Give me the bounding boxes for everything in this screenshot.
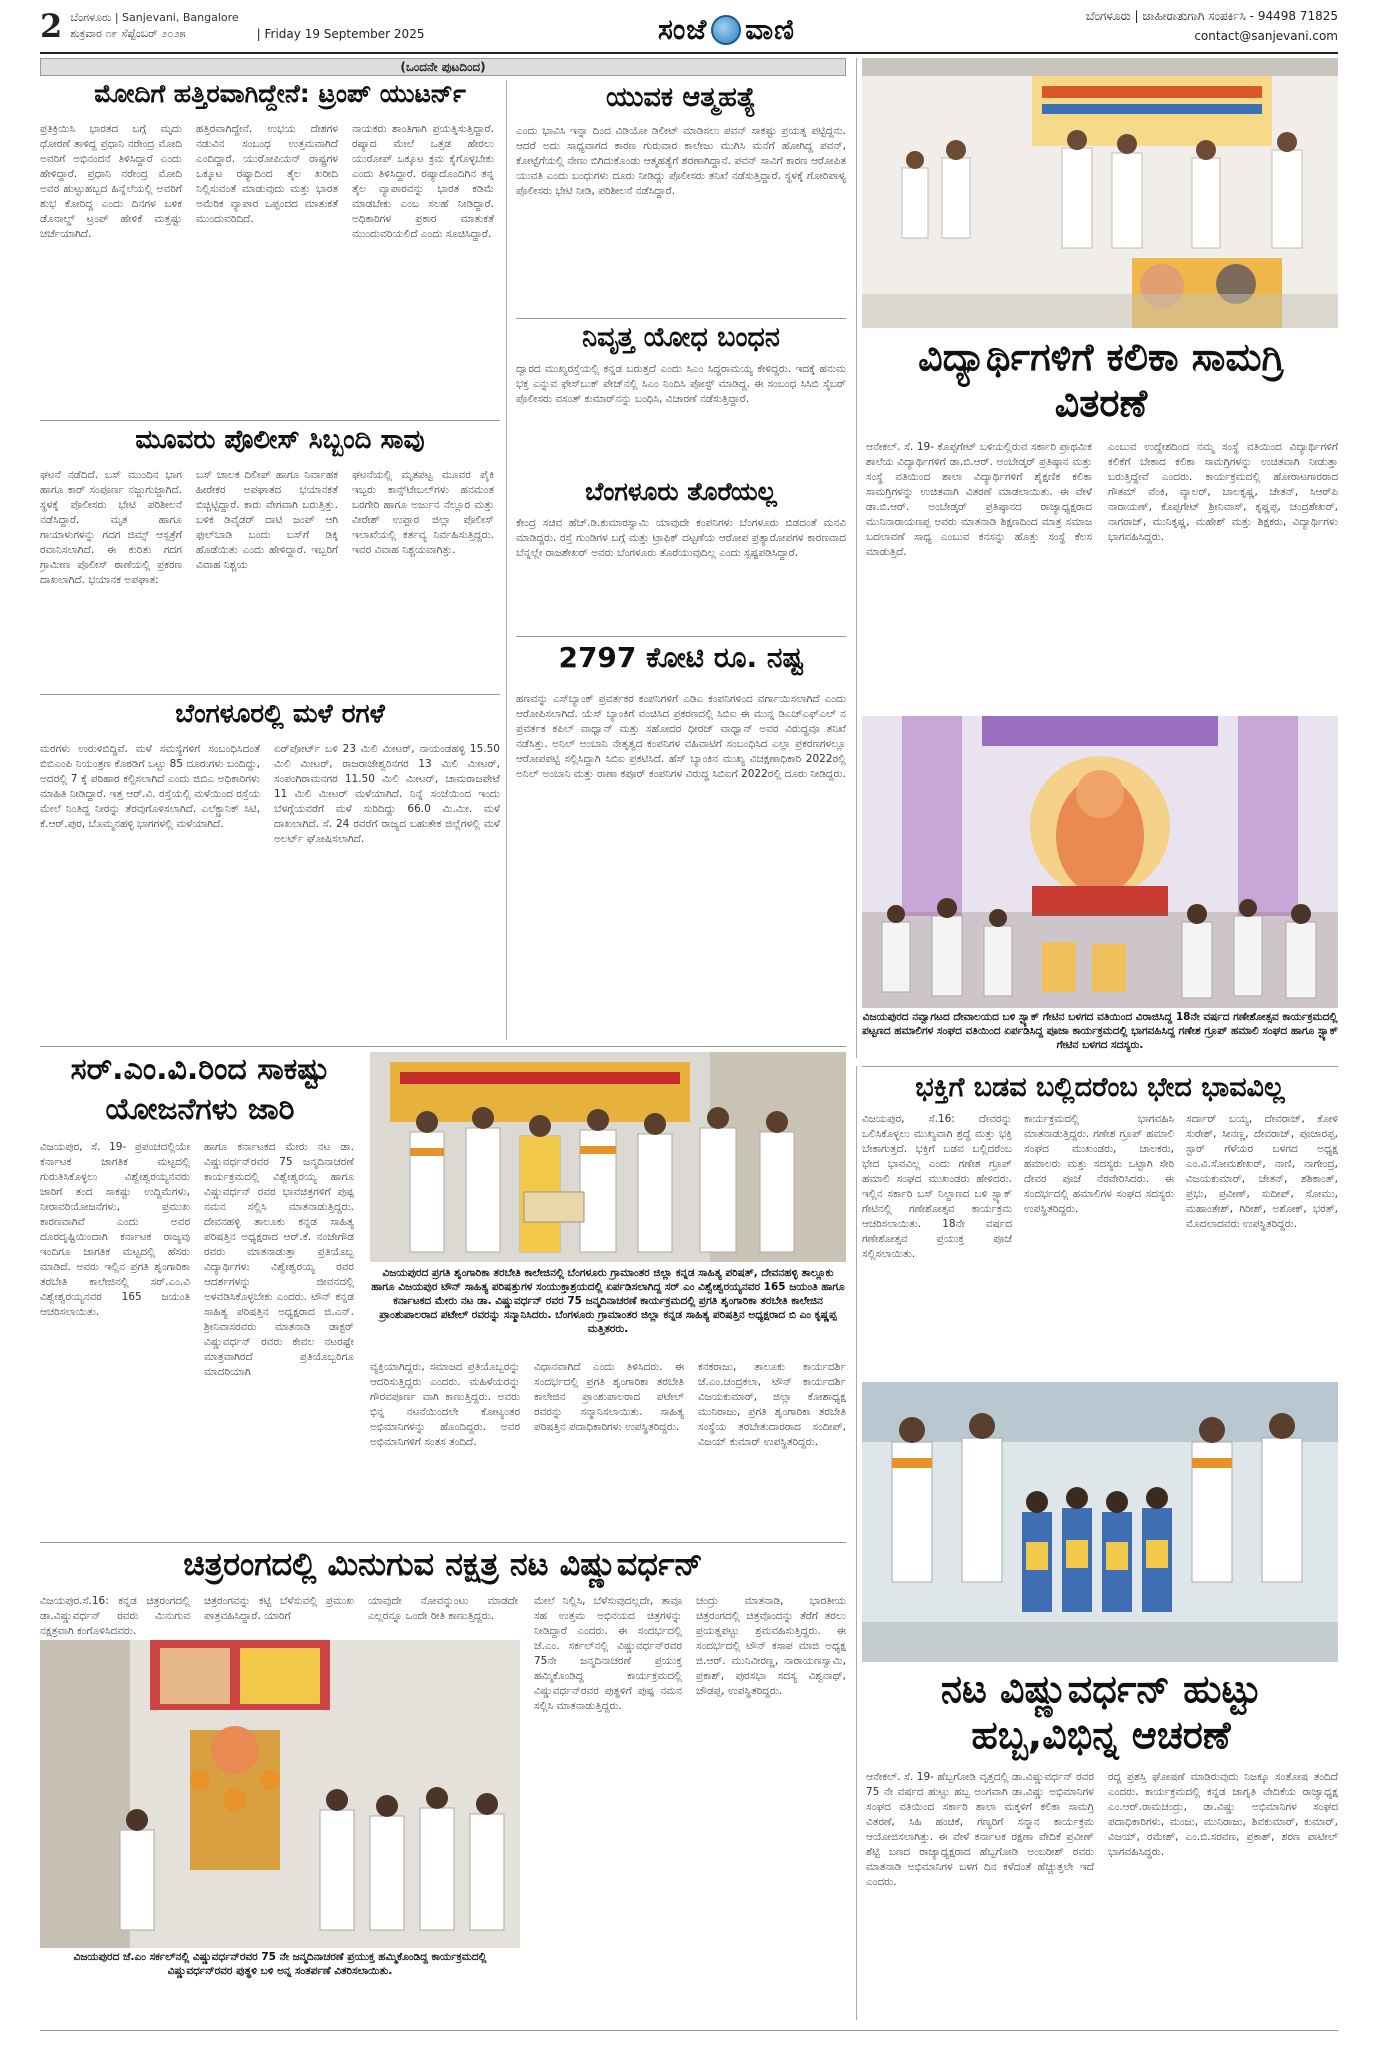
vishnu-col-4: ಮೇಲೆ ನಿಲ್ಲಿಸಿ, ಬೆಳೆಸುವುದಲ್ಲದೇ, ತಾವೂ ಸಹ ಉತ್ತಮ ಅಭಿನಯದ ಚಿತ್ರಗಳನ್ನು ನೀಡಿದ್ದಾರೆ ಎಂದರು. ಈ ಸಂದರ್ಭದಲ್ಲಿ ಜೆ.ಎಂ. ಸರ್ಕಲ್‌ನಲ್ಲಿ ವಿಷ್ಣುವರ್ಧನ್‌ರವರ 75ನೇ ಜನ್ಮದಿನಾಚರಣೆ ಪ್ರಯುಕ್ತ ಹಮ್ಮಿಕೊಂಡಿದ್ದ ಕಾರ್ಯಕ್ರಮದಲ್ಲಿ ವಿಷ್ಣುವರ್ಧನ್‌ರವರ ಪುತ್ಥಳಿಗೆ ಪುಷ್ಪ ನಮನ ಸಲ್ಲಿಸಿ ಮಾತನಾಡುತ್ತಿದ್ದರು. bbox=[534, 1595, 682, 1712]
column-rule bbox=[506, 80, 507, 1040]
headline-suicide: ಯುವಕ ಆತ್ಮಹತ್ಯೆ bbox=[605, 82, 757, 113]
soldier-body: ದ್ವಾರದ ಮುಖ್ಯರಸ್ತೆಯಲ್ಲಿ ಕನ್ನಡ ಬರುತ್ತದೆ ಎಂದು ಸಿಎಂ ಸಿದ್ದರಾಮಯ್ಯ ಕೇಳಿದ್ದರು. ಇದಕ್ಕೆ ಹನುಮ ಭಕ್ತ ಎನ್ನುವ ಫೇಸ್‌ಬುಕ್ ಪೇಜ್‌ನಲ್ಲಿ ಸಿಎಂ ನಿಂದಿಸಿ ಪೋಸ್ಟ್ ಮಾಡಿದ್ದ. ಈ ಸಂಬಂಧ ಸಿಸಿಬಿ ಸೈಬರ್ ಪೊಲೀಸರು ವಸಂತ್ ಕುಮಾರ್‌ನನ್ನು ಬಂಧಿಸಿ, ವಿಚಾರಣೆ ನಡೆಸುತ್ತಿದ್ದಾರೆ. bbox=[516, 363, 846, 405]
divider bbox=[40, 420, 500, 421]
caption-felicitation: ವಿಜಯಪುರದ ಪ್ರಗತಿ ಶೃಂಗಾರಿಕಾ ತರಬೇತಿ ಕಾಲೇಜಿನಲ್ಲಿ ಬೆಂಗಳೂರು ಗ್ರಾಮಾಂತರ ಜಿಲ್ಲಾ ಕನ್ನಡ ಸಾಹಿತ್ಯ ಪರಿಷತ್, ದೇವನಹಳ್ಳಿ ತಾಲ್ಲೂಕು ಹಾಗೂ ವಿಜಯಪುರ ಟೌನ್ ಸಾಹಿತ್ಯ ಪರಿಷತ್ತುಗಳ ಸಂಯುಕ್ತಾಶ್ರಯದಲ್ಲಿ ಏರ್ಪಡಿಸಲಾಗಿದ್ದ ಸರ್ ಎಂ ವಿಶ್ವೇಶ್ವರಯ್ಯನವರ 165 ಜಯಂತಿ ಹಾಗೂ ಕರ್ನಾಟಕದ ಮೇರು ನಟ ಡಾ. ವಿಷ್ಣುವರ್ಧನ್ ರವರ 75 ಜನ್ಮದಿನಾಚರಣೆ ಕಾರ್ಯಕ್ರಮದಲ್ಲಿ ಪ್ರಗತಿ ಶೃಂಗಾರಿಕಾ ತರಬೇತಿ ಕಾಲೇಜಿನ ಪ್ರಾಂಶುಪಾಲರಾದ ಪಟೇಲ್ ರವರನ್ನು ಸನ್ಮಾನಿಸಿದರು. ಬೆಂಗಳೂರು ಗ್ರಾಮಾಂತರ ಜಿಲ್ಲಾ ಕನ್ನಡ ಸಾಹಿತ್ಯ ಪರಿಷತ್ತಿನ ಅಧ್ಯಕ್ಷರಾದ ಬಿ ಎಂ ಕೃಷ್ಣಪ್ಪ ಮತ್ತಿತರರು. bbox=[371, 1267, 845, 1335]
bhakti-col-3: ಸರ್ದಾರ್ ಬಯ್ಯ, ದೇವರಾಜ್, ಕೋಳಿ ಸುರೇಶ್, ಸೀನಣ್ಣ, ದೇವರಾಜ್, ಪೂಜಾರಪ್ಪ, ಸ್ಟಾರ್ ಗೆಳೆಯರ ಬಳಗದ ಅಧ್ಯಕ್ಷ ಎಂ.ವಿ.ಸೋಮಶೇಖರ್, ನಾಣಿ, ನಾಗೇಂದ್ರ, ವಿಜಯಕುಮಾರ್, ಚೇತನ್, ಶಶಿಕಾಂತ್, ಪ್ರಭು, ಪ್ರವೀಣ್, ಸುದೀಪ್, ಸೋಮು, ಮಹಾಂತೇಶ್, ಗಿರೀಶ್, ಅಶೋಕ್, ಭರತ್, ಮೊದಲಾದವರು ಉಪಸ್ಥಿತರಿದ್ದರು. bbox=[1186, 1113, 1338, 1230]
headline-sir-mv: ಸರ್.ಎಂ.ವಿ.ರಿಂದ ಸಾಕಷ್ಟು ಯೋಜನೆಗಳು ಜಾರಿ bbox=[70, 1052, 330, 1127]
felicitation-illustration bbox=[370, 1052, 846, 1262]
divider bbox=[862, 1066, 1338, 1067]
bengaluru-body: ಕೇಂದ್ರ ಸಚಿವ ಹೆಚ್.ಡಿ.ಕುಮಾರಸ್ವಾಮಿ ಯಾವುದೇ ಕಂಪನಿಗಳು ಬೆಂಗಳೂರು ಬಿಡದಂತೆ ಮನವಿ ಮಾಡಿದ್ದರು. ರಸ್ತೆ ಗುಂಡಿಗಳ ಬಗ್ಗೆ ಮತ್ತು ಟ್ರಾಫಿಕ್ ದಟ್ಟಣೆಯ ಆರೋಪ ಪ್ರತ್ಯಾರೋಪಗಳ ಕಾರಣವಾದ ಬೆನ್ನಲ್ಲೇ ರಾಜಶೇಖರ್ ಅವರು ಬೆಂಗಳೂರು ತೊರೆಯುವುದಿಲ್ಲ ಎಂದು ಸ್ಪಷ್ಟಪಡಿಸಿದ್ದಾರೆ. bbox=[516, 517, 846, 559]
students-illustration bbox=[862, 1382, 1338, 1662]
headline-bhakti: ಭಕ್ತಿಗೆ ಬಡವ ಬಲ್ಲಿದರೆಂಬ ಭೇದ ಭಾವವಿಲ್ಲ bbox=[915, 1072, 1285, 1103]
masthead bbox=[658, 10, 795, 50]
edition-date-en: | Friday 19 September 2025 bbox=[256, 27, 425, 41]
globe-icon bbox=[711, 15, 741, 45]
sirmv-col-1: ವಿಜಯಪುರ, ಸೆ. 19- ಪ್ರಪಂಚದಲ್ಲಿಯೇ ಕರ್ನಾಟಕ ಜಾಗತಿಕ ಮಟ್ಟದಲ್ಲಿ ಗುರುತಿಸಿಕೊಳ್ಳಲು ವಿಶ್ವೇಶ್ವರಯ್ಯನವರು ಜಾರಿಗೆ ತಂದ ಸಾಕಷ್ಟು ಉದ್ದಿಮೆಗಳು, ನೀರಾವರಿಯೋಜನೆಗಳು, ಪ್ರಮುಖ ಕಾರಣವಾಗಿವೆ ಎಂದು ಅವರ ದೂರದೃಷ್ಟಿಯಿಂದಾಗಿ ಕರ್ನಾಟಕ ರಾಜ್ಯವು ಇಂದಿಗೂ ಜಾಗತಿಕ ಮಟ್ಟದಲ್ಲಿ ಹೆಸರು ಮಾಡಿದೆ. ಅವರು ಇಲ್ಲಿನ ಪ್ರಗತಿ ಶೃಂಗಾರಿಕಾ ತರಬೇತಿ ಕಾಲೇಜಿನಲ್ಲಿ ಸರ್.ಎಂ.ವಿ ವಿಶ್ವೇಶ್ವರಯ್ಯನವರ 165 ಜಯಂತಿ ಆಚರಿಸಲಾಯಿತು. bbox=[40, 1141, 190, 1318]
vishnu-col-5: ಚಂದ್ರು ಮಾತನಾಡಿ, ಭಾರತೀಯ ಚಿತ್ರರಂಗದಲ್ಲಿ ಚಿತ್ರವೊಂದನ್ನು ತೆರೆಗೆ ತರಲು ಪ್ರಯತ್ನಪಟ್ಟು ಶ್ರಮವಹಿಸುತ್ತಿದ್ದರು. ಈ ಸಂದರ್ಭದಲ್ಲಿ ಟೌನ್ ಕಸಾಪ ಮಾಜಿ ಅಧ್ಯಕ್ಷ ಜಿ.ಆರ್. ಮುನಿವೀರಣ್ಣ, ನಾರಾಯಣಸ್ವಾಮಿ, ಪ್ರಕಾಶ್, ಪುರಸಭಾ ಸದಸ್ಯ ವಿಶ್ವನಾಥ್, ಚೌಡಪ್ಪ, ಉಪಸ್ಥಿತರಿದ್ದರು. bbox=[696, 1595, 846, 1697]
sirmv-col-2: ಹಾಗೂ ಕರ್ನಾಟಕದ ಮೇರು ನಟ ಡಾ. ವಿಷ್ಣುವರ್ಧನ್‌ರವರ 75 ಜನ್ಮದಿನಾಚರಣೆ ಕಾರ್ಯಕ್ರಮದಲ್ಲಿ ವಿಶ್ವೇಶ್ವರಯ್ಯ ಹಾಗೂ ವಿಷ್ಣುವರ್ಧನ್ ರವರ ಭಾವಚಿತ್ರಗಳಿಗೆ ಪುಷ್ಪ ನಮನ ಸಲ್ಲಿಸಿ ಮಾತನಾಡುತ್ತಿದ್ದರು. ದೇವನಹಳ್ಳಿ ತಾಲೂಕು ಕನ್ನಡ ಸಾಹಿತ್ಯ ಪರಿಷತ್ತಿನ ಅಧ್ಯಕ್ಷರಾದ ಆರ್.ಕೆ. ನಂಜೇಗೌಡ ರವರು ಮಾತನಾಡುತ್ತಾ ಪ್ರತಿಯೊಬ್ಬ ವಿದ್ಯಾರ್ಥಿಗಳು ವಿಶ್ವೇಶ್ವರಯ್ಯ ರವರ ಆದರ್ಶಗಳನ್ನು ಜೀವನದಲ್ಲಿ ಅಳವಡಿಸಿಕೊಳ್ಳಬೇಕು ಎಂದರು. ಟೌನ್ ಕನ್ನಡ ಸಾಹಿತ್ಯ ಪರಿಷತ್ತಿನ ಅಧ್ಯಕ್ಷರಾದ ಜಿ.ಎನ್. ಶ್ರೀನಿವಾಸರವರು ಮಾತನಾಡಿ ಡಾಕ್ಟರ್ ವಿಷ್ಣುವರ್ಧನ್ ರವರು ಕೇವಲ ನಟರಷ್ಟೇ ಮಾತ್ರವಾಗಿರದೆ ಪ್ರತಿಯೊಬ್ಬರಿಗೂ ಮಾದರಿಯಾಗಿ bbox=[204, 1141, 354, 1378]
headline-police: ಮೂವರು ಪೊಲೀಸ್ ಸಿಬ್ಬಂದಿ ಸಾವು bbox=[135, 425, 425, 455]
ad-contact: ಬೆಂಗಳೂರು | ಜಾಹೀರಾತುಗಾಗಿ ಸಂಪರ್ಕಿಸಿ - 94498 71825 bbox=[1085, 9, 1338, 23]
bhakti-col-2: ಕಾರ್ಯಕ್ರಮದಲ್ಲಿ ಭಾಗವಹಿಸಿ ಮಾತನಾಡುತ್ತಿದ್ದರು. ಗಣೇಶ ಗ್ರೂಪ್ ಹಮಾಲಿ ಸಂಘದ ಮುಖಂಡರು, ಚಾಲಕರು, ಹಮಾಲರು ಮತ್ತು ಸದಸ್ಯರು ಒಟ್ಟಾಗಿ ಸೇರಿ ದೇವರ ಪೂಜೆ ನೆರವೇರಿಸಿದರು. ಈ ಸಂದರ್ಭದಲ್ಲಿ ಹಮಾಲಿಗಳ ಸಂಘದ ಸದಸ್ಯರು ಉಪಸ್ಥಿತರಿದ್ದರು. bbox=[1024, 1113, 1174, 1215]
sirmv-col-5: ಕನಕರಾಜು, ತಾಲೂಕು ಕಾರ್ಯದರ್ಶಿ ಜೆ.ಎಂ.ಚಂದ್ರಕಲಾ, ಟೌನ್ ಕಾರ್ಯದರ್ಶಿ ವಿಜಯಕುಮಾರ್, ಜಿಲ್ಲಾ ಕೋಶಾಧ್ಯಕ್ಷ ಮುನಿರಾಜು, ಪ್ರಗತಿ ಶೃಂಗಾರಿಕಾ ತರಬೇತಿ ಸಂಸ್ಥೆಯ ತರಬೇತುದಾರರಾದ ಸಂದೀಪ್, ವಿಜಯ್ ಕುಮಾರ್ ಉಪಸ್ಥಿತರಿದ್ದರು. bbox=[698, 1361, 846, 1448]
trump-col-3: ನಾಯಕರು ಶಾಂತಿಗಾಗಿ ಪ್ರಯತ್ನಿಸುತ್ತಿದ್ದಾರೆ. ರಷ್ಯಾದ ಮೇಲೆ ಒತ್ತಡ ಹೇರಲು ಯುರೋಪ್ ಒಕ್ಕೂಟ ಕ್ರಮ ಕೈಗೊಳ್ಳಬೇಕು ಎಂದು ತಿಳಿಸಿದ್ದಾರೆ. ರಷ್ಯಾದೊಂದಿಗಿನ ತನ್ನ ತೈಲ ವ್ಯಾಪಾರವನ್ನು ಭಾರತ ಕಡಿಮೆ ಮಾಡಬೇಕು ಎಂಬ ಸಲಹೆ ನೀಡಿದ್ದಾರೆ. ಅಧಿಕಾರಿಗಳ ಪ್ರಕಾರ ಮಾತುಕತೆ ಮುಂದುವರಿಯಲಿದೆ ಎಂದು ಸೂಚಿಸಿದ್ದಾರೆ. bbox=[352, 123, 494, 240]
birthday-col-2: ರದ್ದ ಪ್ರಶಸ್ತಿ ಘೋಷಣೆ ಮಾಡಿರುವುದು ನಿಜಕ್ಕೂ ಸಂತೋಷ ತಂದಿದೆ ಎಂದರು. ಕಾರ್ಯಕ್ರಮದಲ್ಲಿ ಕನ್ನಡ ಜಾಗೃತಿ ವೇದಿಕೆಯ ರಾಜ್ಯಾಧ್ಯಕ್ಷ ಎಂ.ಆರ್.ರಾಮಚಂದ್ರು, ಡಾ.ವಿಷ್ಣು ಅಭಿಮಾನಿಗಳ ಸಂಘದ ಪದಾಧಿಕಾರಿಗಳು, ಮಂಜು, ಮುನಿರಾಜು, ಶಿವಕುಮಾರ್, ಕುಮಾರ್, ವಿಜಯ್, ರಮೇಶ್, ಎಂ.ಬಿ.ಸರವಣ, ಪ್ರಕಾಶ್, ಶರಣ ಪಾಟೀಲ್ ಭಾಗವಹಿಸಿದ್ದರು. bbox=[1108, 1771, 1338, 1858]
edition-date-kn: ಶುಕ್ರವಾರ ೧೯ ಸೆಪ್ಟೆಂಬರ್ ೨೦೨೫ bbox=[70, 27, 186, 40]
divider bbox=[40, 1046, 846, 1047]
trump-col-2: ಹತ್ತಿರವಾಗಿದ್ದೇನೆ. ಉಭಯ ದೇಶಗಳ ನಡುವಿನ ಸಂಬಂಧ ಉತ್ತಮವಾಗಿದೆ ಎಂದಿದ್ದಾರೆ. ಯುರೋಪಿಯನ್ ರಾಷ್ಟ್ರಗಳ ಒಕ್ಕೂಟ ರಷ್ಯಾದಿಂದ ತೈಲ ಖರೀದಿ ನಿಲ್ಲಿಸುವಂತೆ ಮಾಡುವುದು ಮತ್ತು ಭಾರತ ಅಮೆರಿಕ ವ್ಯಾಪಾರ ಒಪ್ಪಂದದ ಮಾತುಕತೆ ಮುಂದುವರಿದಿದೆ. bbox=[196, 123, 338, 225]
divider bbox=[516, 318, 846, 319]
page-header-right bbox=[1086, 6, 1338, 46]
headline-bengaluru: ಬೆಂಗಳೂರು ತೊರೆಯಲ್ಲ bbox=[585, 477, 777, 506]
header-rule bbox=[40, 52, 1338, 54]
school-col-2: ಎಂಬುವ ಉದ್ದೇಶದಿಂದ ನಮ್ಮ ಸಂಸ್ಥೆ ವತಿಯಿಂದ ವಿದ್ಯಾರ್ಥಿಗಳಿಗೆ ಕಲಿಕೆಗೆ ಬೇಕಾದ ಕಲಿಕಾ ಸಾಮಗ್ರಿಗಳನ್ನು ಉಚಿತವಾಗಿ ನೀಡುತ್ತಾ ಬರುತ್ತಿದ್ದೇವೆ ಎಂದರು. ಕಾರ್ಯಕ್ರಮದಲ್ಲಿ ಹೋರಾಟಗಾರರಾದ ಗೌತಮ್ ವೆಂಕಿ, ವ್ಯಾಲರ್, ಬಾಲಕೃಷ್ಣ, ಚೇತನ್, ಸಿಆರ್‌ಪಿ ನಾರಾಯಣ್, ಕೊಪ್ಪಗೇಟ್ ಶ್ರೀನಿವಾಸ್, ಕೃಷ್ಣಪ್ಪ, ಚಂದ್ರಶೇಖರ್, ನಾಗರಾಜ್, ಮುನಿಕೃಷ್ಣ, ಮಹೇಶ್ ಮತ್ತು ಶಿಕ್ಷಕರು, ವಿದ್ಯಾರ್ಥಿಗಳು ಭಾಗವಹಿಸಿದ್ದರು. bbox=[1108, 441, 1338, 543]
birthday-col-1: ಆನೇಕಲ್. ಸೆ. 19- ಹೆಬ್ಬಗೋಡಿ ವೃತ್ತದಲ್ಲಿ ಡಾ.ವಿಷ್ಣುವರ್ಧನ್ ರವರ 75 ನೇ ವರ್ಷದ ಹುಟ್ಟು ಹಬ್ಬ ಅಂಗವಾಗಿ ಡಾ.ವಿಷ್ಣು ಅಭಿಮಾನಿಗಳ ಸಂಘದ ವತಿಯಿಂದ ಸರ್ಕಾರಿ ಶಾಲಾ ಮಕ್ಕಳಿಗೆ ಕಲಿಕಾ ಸಾಮಗ್ರಿ ವಿತರಣೆ, ಸಿಹಿ ಹಂಚಿಕೆ, ಗಣ್ಯರಿಗೆ ಸನ್ಮಾನ ಕಾರ್ಯಕ್ರಮ ಆಯೋಜಿಸಲಾಗಿತ್ತು. ಈ ವೇಳೆ ಕರ್ನಾಟಕ ರಕ್ಷಣಾ ವೇದಿಕೆ ಪ್ರವೀಣ್ ಶೆಟ್ಟಿ ಬಣದ ರಾಜ್ಯಾಧ್ಯಕ್ಷರಾದ ಹೆಬ್ಬಗೋಡಿ ಅಂಬರೀಶ್ ರವರು ಮಾತನಾಡಿ ಅಭಿಮಾನಿಗಳ ಬಳಗ ದಿನ ಕಳೆದಂತೆ ಹೆಚ್ಚುತ್ತಲೇ ಇದೆ ಎಂದರು. bbox=[866, 1771, 1094, 1888]
masthead-right: ವಾಣಿ bbox=[745, 13, 795, 46]
headline-rain: ಬೆಂಗಳೂರಲ್ಲಿ ಮಳೆ ರಗಳೆ bbox=[175, 699, 385, 729]
headline-school-supplies: ವಿದ್ಯಾರ್ಥಿಗಳಿಗೆ ಕಲಿಕಾ ಸಾಮಗ್ರಿ ವಿತರಣೆ bbox=[918, 335, 1284, 425]
school-col-1: ಆನೇಕಲ್. ಸೆ. 19- ಕೊಪ್ಪಗೇಟ್ ಬಳಿಯಲ್ಲಿರುವ ಸರ್ಕಾರಿ ಪ್ರಾಥಮಿಕ ಶಾಲೆಯ ವಿದ್ಯಾರ್ಥಿಗಳಿಗೆ ಡಾ.ಬಿ.ಆರ್. ಅಂಬೇಡ್ಕರ್ ಪ್ರತಿಷ್ಠಾನ ಮತ್ತು ಸಂಸ್ಥೆ ವತಿಯಿಂದ ಶಾಲಾ ವಿದ್ಯಾರ್ಥಿಗಳಿಗೆ ಶೈಕ್ಷಣಿಕ ಕಲಿಕಾ ಸಾಮಗ್ರಿಗಳನ್ನು ಉಚಿತವಾಗಿ ವಿತರಣೆ ಮಾಡಲಾಯಿತು. ಈ ವೇಳೆ ಡಾ.ಬಿ.ಆರ್. ಅಂಬೇಡ್ಕರ್ ಪ್ರತಿಷ್ಠಾನದ ರಾಜ್ಯಾಧ್ಯಕ್ಷರಾದ ಮುನಿನಾರಾಯಣಪ್ಪ ಅವರು ಮಾತನಾಡಿ ಶಿಕ್ಷಣದಿಂದ ಮಾತ್ರ ಸಮಾಜ ಬದಲಾವಣೆ ಸಾಧ್ಯ ಎಂಬುವ ಕನಸನ್ನು ಹೊತ್ತು ಸಂಸ್ಥೆ ಕೆಲಸ ಮಾಡುತ್ತಿದೆ. bbox=[866, 441, 1092, 558]
photo-felicitation bbox=[370, 1052, 846, 1262]
statue-illustration bbox=[40, 1640, 520, 1948]
column-rule bbox=[856, 1066, 857, 2020]
page-header-left bbox=[40, 7, 425, 50]
headline-trump: ಮೋದಿಗೆ ಹತ್ತಿರವಾಗಿದ್ದೇನೆ: ಟ್ರಂಪ್ ಯುಟರ್ನ್ bbox=[94, 79, 466, 108]
contact-email[interactable]: contact@sanjevani.com bbox=[1194, 29, 1338, 43]
sirmv-col-3: ವ್ಯಕ್ತಿಯಾಗಿದ್ದರು, ಸಮಾಜದ ಪ್ರತಿಯೊಬ್ಬರನ್ನು ಆದರಿಸುತ್ತಿದ್ದರು ಎಂದರು. ಮಹಿಳೆಯರನ್ನು ಗೌರವಪೂರ್ಣ ವಾಗಿ ಕಾಣುತ್ತಿದ್ದರು. ಅವರು ಭಿನ್ನ ನಟನೆಯಿಂದಲೇ ಕೋಟ್ಯಂತರ ಅಭಿಮಾನಿಗಳನ್ನು ಹೊಂದಿದ್ದರು. ಅವರ ಅಭಿಮಾನಿಗಳಿಗೆ ಸಂತಸ ತಂದಿದೆ. bbox=[370, 1361, 520, 1448]
divider bbox=[516, 636, 846, 637]
rain-col-2: ಏರ್‌ಪೋರ್ಟ್ ಬಳಿ 23 ಮಿಲಿ ಮೀಟರ್, ನಾಯಂಡಹಳ್ಳಿ 15.50 ಮಿಲಿ ಮೀಟರ್, ರಾಜರಾಜೇಶ್ವರಿನಗರ 13 ಮಿಲಿ ಮೀಟರ್, ಸಂಪಂಗಿರಾಮನಗರ 11.50 ಮಿಲಿ ಮೀಟರ್, ಚಾಮರಾಜಪೇಟೆ 11 ಮಿಲಿ ಮೀಟರ್ ಮಳೆಯಾಗಿದೆ. ನಿನ್ನೆ ಸಂಜೆಯಿಂದ ಇಂದು ಬೆಳಗ್ಗೆಯವರೆಗೆ ಮಳೆ ಸುರಿದಿದ್ದು 66.0 ಮಿ.ಮೀ. ಮಳೆ ದಾಖಲಾಗಿದೆ. ಸೆ. 24 ರವರೆಗೆ ರಾಜ್ಯದ ಬಹುತೇಕ ಜಿಲ್ಲೆಗಳಲ್ಲಿ ಮಳೆ ಅಲರ್ಟ್ ಘೋಷಿಸಲಾಗಿದೆ. bbox=[274, 743, 500, 845]
masthead-left: ಸಂಜೆ bbox=[658, 13, 708, 46]
rain-col-1: ಮರಗಳು ಉರುಳಿಬಿದ್ದಿವೆ. ಮಳೆ ಸಮಸ್ಯೆಗಳಿಗೆ ಸಂಬಂಧಿಸಿದಂತೆ ಬಿಬಿಎಂಪಿ ನಿಯಂತ್ರಣ ಕೊಠಡಿಗೆ ಒಟ್ಟು 85 ದೂರುಗಳು ಬಂದಿದ್ದು, ಅದರಲ್ಲಿ 7 ಕ್ಕೆ ಪರಿಹಾರ ಕಲ್ಪಿಸಲಾಗಿದೆ ಎಂದು ಜಿಬಿಎ ಅಧಿಕಾರಿಗಳು ಮಾಹಿತಿ ನೀಡಿದ್ದಾರೆ. ಇತ್ತ ಆರ್.ವಿ. ರಸ್ತೆಯಲ್ಲಿ ಮಳೆಯಿಂದ ರಸ್ತೆಯ ಮೇಲೆ ನಿಂತಿದ್ದ ನೀರನ್ನು ತೆರವುಗೊಳಿಸಲಾಗಿದೆ. ಎಲೆಕ್ಟ್ರಾನಿಕ್ ಸಿಟಿ, ಕೆ.ಆರ್.ಪುರ, ಬೊಮ್ಮನಹಳ್ಳಿ ಭಾಗಗಳಲ್ಲಿ ಮಳೆಯಾಗಿದೆ. bbox=[40, 743, 260, 830]
police-col-1: ಘಟನೆ ನಡೆದಿದೆ. ಬಸ್ ಮುಂದಿನ ಭಾಗ ಹಾಗೂ ಕಾರ್ ಸಂಪೂರ್ಣ ನಜ್ಜುಗುಜ್ಜಾಗಿದೆ. ಸ್ಥಳಕ್ಕೆ ಪೊಲೀಸರು ಭೇಟಿ ಪರಿಶೀಲನೆ ನಡೆಸಿದ್ದಾರೆ. ಮೃತ ಹಾಗೂ ಗಾಯಾಳುಗಳನ್ನು ಗದಗ ಜಿಮ್ಸ್ ಆಸ್ಪತ್ರೆಗೆ ರವಾನಿಸಲಾಗಿದೆ. ಈ ಕುರಿತು ಗದಗ ಗ್ರಾಮೀಣ ಪೊಲೀಸ್ ಠಾಣೆಯಲ್ಲಿ ಪ್ರಕರಣ ದಾಖಲಾಗಿದೆ. ಭಯಾನಕ ಅಪಘಾತ: bbox=[40, 469, 182, 586]
column-rule bbox=[856, 58, 857, 1058]
police-col-2: ಬಸ್ ಚಾಲಕ ದಿಲೀಪ್ ಹಾಗೂ ನಿರ್ವಾಹಕ ಹೀರೇಕರ ಅಪಘಾತದ ಭಯಾನಕತೆ ಬಿಚ್ಚಿಟ್ಟಿದ್ದಾರೆ. ಕಾರು ವೇಗವಾಗಿ ಬರುತ್ತಿತ್ತು. ಬಳಿಕ ಡಿವೈಡರ್ ದಾಟಿ ಜಂಪ್ ಆಗಿ ಫುಲ್‌ಬಾಡಿ ಬಂದು ಬಸ್‌ಗೆ ಡಿಕ್ಕಿ ಹೊಡೆಯಿತು ಎಂದು ಹೇಳಿದ್ದಾರೆ. ಇಬ್ಬರಿಗೆ ವಿವಾಹ ನಿಶ್ಚಯ bbox=[196, 469, 338, 571]
edition-line: ಬೆಂಗಳೂರು | Sanjevani, Bangalore bbox=[70, 11, 239, 24]
sirmv-col-4: ವಿಧಾನವಾಗಿದೆ ಎಂದು ತಿಳಿಸಿದರು. ಈ ಸಂದರ್ಭದಲ್ಲಿ ಪ್ರಗತಿ ಶೃಂಗಾರಿಕಾ ತರಬೇತಿ ಕಾಲೇಜಿನ ಪ್ರಾಂಶುಪಾಲರಾದ ಪಟೇಲ್ ರವರನ್ನು ಸನ್ಮಾನಿಸಲಾಯಿತು. ಸಾಹಿತ್ಯ ಪರಿಷತ್ತಿನ ಪದಾಧಿಕಾರಿಗಳು ಉಪಸ್ಥಿತರಿದ್ದರು. bbox=[534, 1361, 684, 1433]
bhakti-col-1: ವಿಜಯಪುರ, ಸೆ.16: ದೇವರನ್ನು ಒಲಿಸಿಕೊಳ್ಳಲು ಮುಖ್ಯವಾಗಿ ಶ್ರದ್ಧೆ ಮತ್ತು ಭಕ್ತಿ ಬೇಕಾಗುತ್ತದೆ. ಭಕ್ತಿಗೆ ಬಡವ ಬಲ್ಲಿದರೆಂಬ ಭೇದ ಭಾವವಿಲ್ಲ ಎಂದು ಗಣೇಶ ಗ್ರೂಪ್ ಹಮಾಲಿ ಸಂಘದ ಮುಖಂಡರು ಹೇಳಿದರು. ಇಲ್ಲಿನ ಸರ್ಕಾರಿ ಬಸ್ ನಿಲ್ದಾಣದ ಬಳಿ ಸ್ಟ್ಯಾಕ್ ಗೇಟಿನಲ್ಲಿ ಗಣೇಶೋತ್ಸವ ಕಾರ್ಯಕ್ರಮ ಆಚರಿಸಲಾಯಿತು. 18ನೇ ವರ್ಷದ ಗಣೇಶೋತ್ಸವ ಪ್ರಯುಕ್ತ ಪೂಜೆ ಸಲ್ಲಿಸಲಾಯಿತು. bbox=[862, 1113, 1012, 1260]
photo-statue bbox=[40, 1640, 520, 1948]
divider bbox=[40, 1542, 846, 1543]
vishnu-col-2: ಚಿತ್ರರಂಗವನ್ನು ಕಟ್ಟಿ ಬೆಳೆಸುವಲ್ಲಿ ಪ್ರಮುಖ ಪಾತ್ರವಹಿಸಿದ್ದಾರೆ. ಯಾರಿಗೆ bbox=[204, 1595, 354, 1622]
photo-students bbox=[862, 1382, 1338, 1662]
continued-band: (ಒಂದನೇ ಪುಟದಿಂದ) bbox=[40, 58, 846, 76]
police-col-3: ಘಟನೆಯಲ್ಲಿ ಮೃತಪಟ್ಟ ಮೂವರ ಪೈಕಿ ಇಬ್ಬರು ಕಾನ್ಸ್‌ಟೇಬಲ್‌ಗಳು ಹನಮಂತ ಬರಗೇರಿ ಹಾಗೂ ಅರ್ಜುನ ನೆಲ್ಲೂರ ಮತ್ತು ವೀರೇಶ್ ಉಪ್ಪಾರ ಜಿಲ್ಲಾ ಪೊಲೀಸ್ ಇಲಾಖೆಯಲ್ಲಿ ಕರ್ತವ್ಯ ನಿರ್ವಹಿಸುತ್ತಿದ್ದರು. ಇವರ ವಿವಾಹ ನಿಶ್ಚಯವಾಗಿತ್ತು. bbox=[352, 469, 494, 556]
footer-rule bbox=[40, 2030, 1338, 2031]
headline-loss: 2797 ಕೋಟಿ ರೂ. ನಷ್ಟ bbox=[558, 641, 804, 674]
loss-body: ಹಣವನ್ನು ಎಸ್‌ಬ್ಯಾಂಕ್ ಪ್ರವರ್ತಕರ ಕಂಪನಿಗಳಿಗೆ ಎಡಿಎ ಕಂಪನಿಗಳಿಂದ ವರ್ಗಾಯಿಸಲಾಗಿದೆ ಎಂದು ಆರೋಪಿಸಲಾಗಿದೆ. ಯೆಸ್ ಬ್ಯಾಂಕಿಗೆ ವಂಚಿಸಿದ ಪ್ರಕರಣದಲ್ಲಿ ಸಿಬಿಐ ಈ ಮುನ್ನ ಡಿಎಚ್‌ಎಫ್‌ಎಲ್ ನ ಪ್ರವರ್ತಕ ಕಪಿಲ್ ವಾಧ್ವಾನ್ ಮತ್ತು ಸಹೋದರ ಧೀರಜ್ ವಾಧ್ವಾನ್ ಅವರ ವಿರುದ್ಧವೂ ತನಿಖೆ ನಡೆಸಿತ್ತು. ಅನಿಲ್ ಅಂಬಾನಿ ನೇತೃತ್ವದ ಕಂಪನಿಗಳ ವಹಿವಾಟಿಗೆ ಸಂಬಂಧಿಸಿದ ಎಲ್ಲಾ ಪ್ರಕರಣಗಳಲ್ಲೂ ಆರೋಪಪಟ್ಟಿ ಸಲ್ಲಿಸಿದ್ದಾಗಿ ಸಿಬಿಐ ಪ್ರಕಟಿಸಿದೆ. ಹೆಸ್ ಬ್ಯಾಂಕಿನ ಮುಖ್ಯ ವಿಚಕ್ಷಣಾಧಿಕಾರಿ 2022ರಲ್ಲಿ ಅನಿಲ್ ಅಂಬಾನಿ ಮತ್ತು ರಾಣಾ ಕಪೂರ್ ಕಂಪನಿಗಳ ವಿರುದ್ಧ ಸಿಬಿಐಗೆ 2022ರಲ್ಲಿ ದೂರು ನೀಡಿದ್ದರು. bbox=[516, 693, 846, 780]
vishnu-col-1: ವಿಜಯಪುರ.ಸೆ.16: ಕನ್ನಡ ಚಿತ್ರರಂಗದಲ್ಲಿ ಡಾ.ವಿಷ್ಣುವರ್ಧನ್ ರವರು ಮಿನುಗುವ ನಕ್ಷತ್ರವಾಗಿ ಕಂಗೊಳಿಸಿದವರು. bbox=[40, 1595, 190, 1637]
trump-col-1: ಪ್ರತಿಕ್ರಿಯಿಸಿ ಭಾರತದ ಬಗ್ಗೆ ಮೃದು ಧೋರಣೆ ತಾಳಿದ್ದ ಪ್ರಧಾನಿ ನರೇಂದ್ರ ಮೋದಿ ಅವರಿಗೆ ಅಭಿನಂದನೆ ತಿಳಿಸಿದ್ದಾರೆ ಎಂದು ಹೇಳಿದ್ದಾರೆ. ಪ್ರಧಾನಿ ನರೇಂದ್ರ ಮೋದಿ ಅವರ ಹುಟ್ಟುಹಬ್ಬದ ಹಿನ್ನೆಲೆಯಲ್ಲಿ ಅವರಿಗೆ ಶುಭ ಕೋರಿದ್ದ ಎಂದು ದಿನಗಳ ಬಳಿಕ ಡೊನಾಲ್ಡ್ ಟ್ರಂಪ್ ಹೇಳಿಕೆ ಮತ್ತಷ್ಟು ಚರ್ಚೆಯಾಗಿದೆ. bbox=[40, 123, 182, 240]
headline-soldier: ನಿವೃತ್ತ ಯೋಧ ಬಂಧನ bbox=[582, 322, 780, 353]
school-event-illustration bbox=[862, 58, 1338, 328]
caption-ganesha: ವಿಜಯಪುರದ ನವ್ವಾಗಟದ ದೇವಾಲಯದ ಬಳಿ ಸ್ಟ್ಯಾಕ್ ಗೇಟಿನ ಬಳಗದ ವತಿಯಿಂದ ವಿರಾಜಿಸಿದ್ದ 18ನೇ ವರ್ಷದ ಗಣೇಶೋತ್ಸವ ಕಾರ್ಯಕ್ರಮದಲ್ಲಿ ಪಟ್ಟಣದ ಹಮಾಲಿಗಳ ಸಂಘದ ವತಿಯಿಂದ ಏರ್ಪಡಿಸಿದ್ದ ಪೂಜಾ ಕಾರ್ಯಕ್ರಮದಲ್ಲಿ ಭಾಗವಹಿಸಿದ್ದ ಗಣೇಶ ಗ್ರೂಪ್ ಹಮಾಲಿ ಸಂಘದ ಹಾಗೂ ಸ್ಟ್ಯಾಕ್ ಗೇಟಿನ ಬಳಗದ ಸದಸ್ಯರು. bbox=[862, 1011, 1338, 1051]
vishnu-col-3: ಯಾವುದೇ ನೋವನ್ನುಂಟು ಮಾಡದೇ ಎಲ್ಲರನ್ನೂ ಒಂದೇ ರೀತಿ ಕಾಣುತ್ತಿದ್ದರು. bbox=[368, 1595, 518, 1622]
suicide-body: ಎಂದು ಭಾವಿಸಿ ಇನ್ನಾ ದಿಂದ ವಿಡಿಯೋ ಡಿಲೀಟ್ ಮಾಡಿಸಲು ಪವನ್ ಸಾಕಷ್ಟು ಪ್ರಯತ್ನ ಪಟ್ಟಿದ್ದನು. ಆದರೆ ಅದು ಸಾಧ್ಯವಾಗದ ಕಾರಣ ಗುರುವಾರ ಕಾಲೇಜು ಮುಗಿಸಿ ಮನೆಗೆ ಹೋಗಿದ್ದ ಪವನ್, ಕೋಟ್ಟೆಗೆಯಲ್ಲಿ ನೇಣು ಬಿಗಿದುಕೊಂಡು ಆತ್ಮಹತ್ಯೆಗೆ ಶರಣಾಗಿದ್ದಾನೆ. ಪವನ್ ಸಾವಿಗೆ ಕಾರಣ ಆರೋಪಿತ ಯುವತಿ ಎಂದು ಬಂಧುಗಳು ದೂರು ನೀಡಿದ್ದು ಪೊಲೀಸರು ತನಿಖೆ ನಡೆಸುತ್ತಿದ್ದಾರೆ. ಸ್ಥಳಕ್ಕೆ ಗೋರಿಪಾಳ್ಯ ಪೊಲೀಸರು ಭೇಟಿ ನೀಡಿ, ಪರಿಶೀಲನೆ ನಡೆಸಿದ್ದಾರೆ. bbox=[516, 125, 846, 197]
photo-ganesha bbox=[862, 716, 1338, 1008]
ganesha-illustration bbox=[862, 716, 1338, 1008]
divider bbox=[40, 694, 500, 695]
page-number: 2 bbox=[40, 7, 63, 45]
caption-statue: ವಿಜಯಪುರದ ಜೆ.ಎಂ ಸರ್ಕಲ್‌ನಲ್ಲಿ ವಿಷ್ಣುವರ್ಧನ್‌ರವರ 75 ನೇ ಜನ್ಮದಿನಾಚರಣೆ ಪ್ರಯುಕ್ತ ಹಮ್ಮಿಕೊಂಡಿದ್ದ ಕಾರ್ಯಕ್ರಮದಲ್ಲಿ ವಿಷ್ಣುವರ್ಧನ್‌ರವರ ಪುತ್ಥಳಿ ಬಳಿ ಅನ್ನ ಸಂತರ್ಪಣೆ ವಿತರಿಸಲಾಯಿತು. bbox=[73, 1951, 487, 1977]
headline-vishnu-birthday: ನಟ ವಿಷ್ಣುವರ್ಧನ್ ಹುಟ್ಟು ಹಬ್ಬ,ವಿಭಿನ್ನ ಆಚರಣೆ bbox=[940, 1667, 1262, 1757]
photo-school-event bbox=[862, 58, 1338, 328]
headline-vishnu-star: ಚಿತ್ರರಂಗದಲ್ಲಿ ಮಿನುಗುವ ನಕ್ಷತ್ರ ನಟ ವಿಷ್ಣುವರ್ಧನ್ bbox=[183, 1545, 703, 1583]
